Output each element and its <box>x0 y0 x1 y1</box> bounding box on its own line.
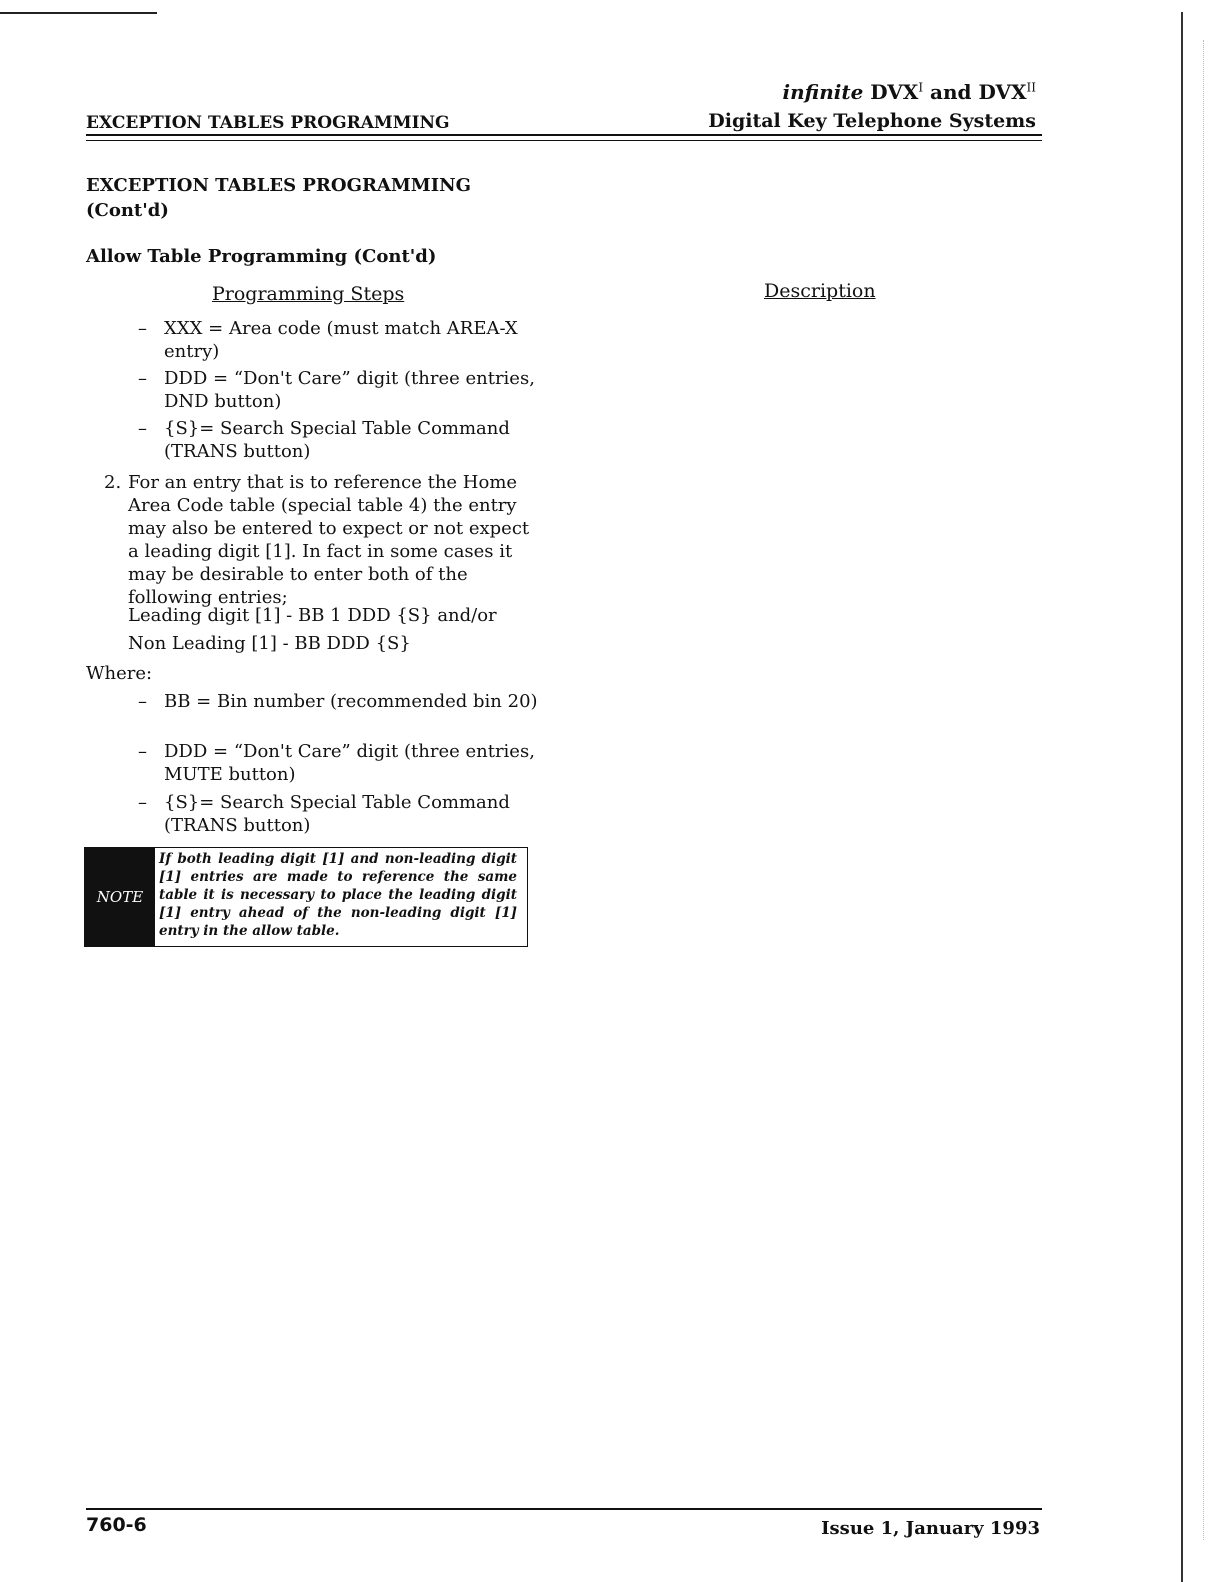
top-left-rule <box>0 12 157 14</box>
list-item: – {S}= Search Special Table Command (TRANS button) <box>138 418 510 462</box>
brand-italic: infinite <box>782 80 864 104</box>
brand-sup-1: I <box>918 80 924 95</box>
where-label: Where: <box>86 663 153 684</box>
page-title-line1: EXCEPTION TABLES PROGRAMMING <box>86 175 471 196</box>
step-2 <box>104 471 536 609</box>
column-header-programming-steps: Programming Steps <box>212 283 405 305</box>
page-edge-line <box>1181 12 1183 1582</box>
list-item: – {S}= Search Special Table Command (TRANS button) <box>138 792 510 836</box>
page-number: 760-6 <box>86 1514 147 1536</box>
running-section-header: EXCEPTION TABLES PROGRAMMING <box>86 113 450 133</box>
brand-sup-2: II <box>1026 80 1036 95</box>
list-item: – DDD = “Don't Care” digit (three entries, DND button) <box>138 368 535 412</box>
header-rule-thick <box>86 134 1042 136</box>
list-item: – XXX = Area code (must match AREA-X entry) <box>138 318 518 362</box>
page-title <box>86 173 471 223</box>
step-number: 2. <box>104 472 122 493</box>
note-box <box>84 847 528 947</box>
column-header-description: Description <box>764 280 876 302</box>
subsection-title: Allow Table Programming (Cont'd) <box>86 246 437 267</box>
product-brand <box>783 80 1036 104</box>
header-rule-thin <box>86 140 1042 141</box>
entry-leading: Leading digit [1] - BB 1 DDD {S} and/or <box>128 605 497 626</box>
entry-non-leading: Non Leading [1] - BB DDD {S} <box>128 633 411 654</box>
footer-rule <box>86 1508 1042 1510</box>
product-subtitle: Digital Key Telephone Systems <box>708 110 1036 132</box>
list-item: – DDD = “Don't Care” digit (three entries, MUTE button) <box>138 741 535 785</box>
brand-dvx: DVX <box>870 80 919 104</box>
list-item: – BB = Bin number (recommended bin 20) <box>138 691 538 712</box>
brand-and-dvx: and DVX <box>930 80 1027 104</box>
page-title-line2: (Cont'd) <box>86 200 169 221</box>
step-text: For an entry that is to reference the Home Area Code table (special table 4) the entry may also be entered to expect or not expect a leading digit [1]. In fact in some cases it may be desirable to enter both of the following entries; <box>128 472 530 608</box>
note-text: If both leading digit [1] and non-leading digit [1] entries are made to reference the same table it is necessary to place the leading digit [1] entry ahead of the non-leading digit [1] entry in the allow table. <box>159 851 517 939</box>
note-label: NOTE <box>85 848 155 946</box>
issue-date: Issue 1, January 1993 <box>821 1518 1040 1539</box>
page-edge-dotted <box>1203 40 1205 1540</box>
